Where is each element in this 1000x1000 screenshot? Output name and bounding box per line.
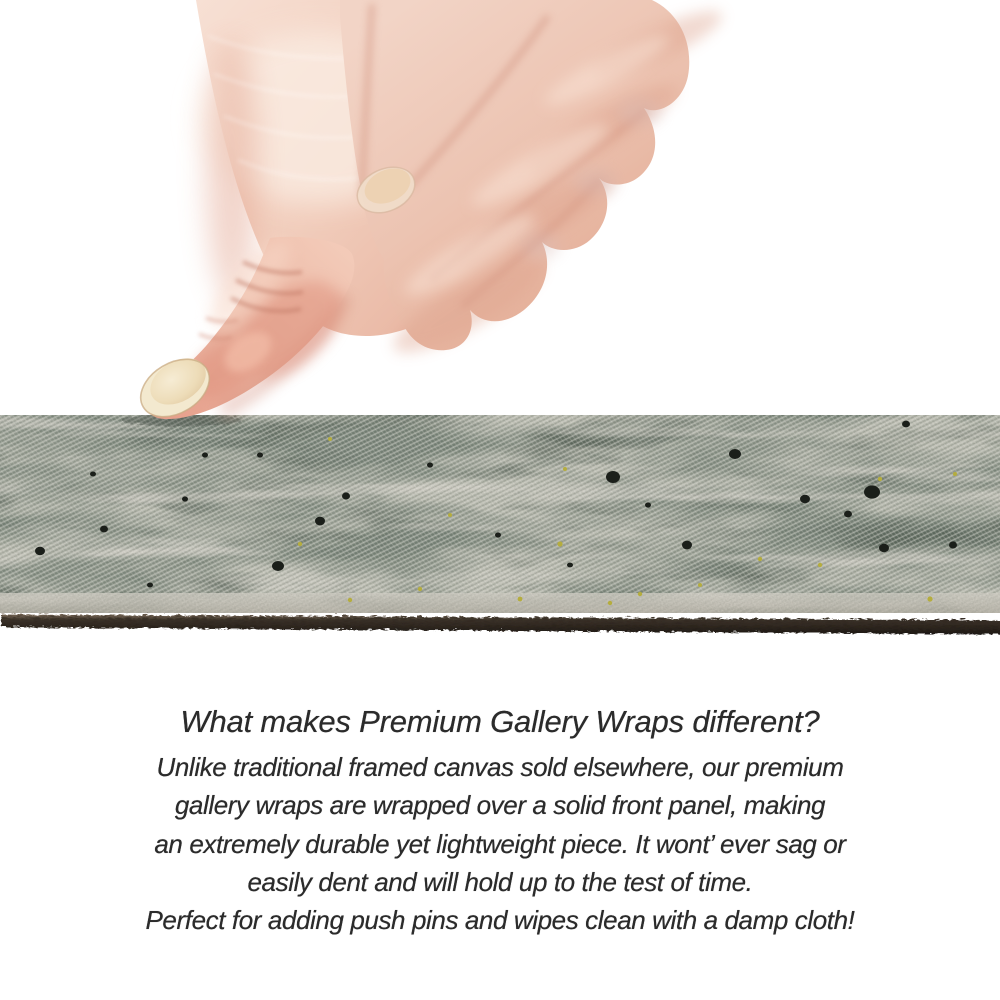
hand-photo — [0, 0, 1000, 436]
body-line-4: easily dent and will hold up to the test of time. — [247, 866, 753, 897]
body-line-5: Perfect for adding push pins and wipes clean with a damp cloth! — [145, 905, 855, 936]
headline: What makes Premium Gallery Wraps different? — [180, 704, 820, 739]
canvas-edge-dark-rim — [0, 613, 1000, 633]
body-line-3: an extremely durable yet lightweight piece. It wont’ ever sag or — [154, 828, 846, 859]
curled-fingers — [340, 0, 728, 368]
body-line-1: Unlike traditional framed canvas sold elsewhere, our premium — [156, 752, 844, 782]
canvas-texture — [0, 415, 1000, 633]
body-line-2: gallery wraps are wrapped over a solid front panel, making — [174, 790, 826, 821]
canvas-strip — [0, 415, 1000, 650]
info-text — [0, 701, 1000, 939]
